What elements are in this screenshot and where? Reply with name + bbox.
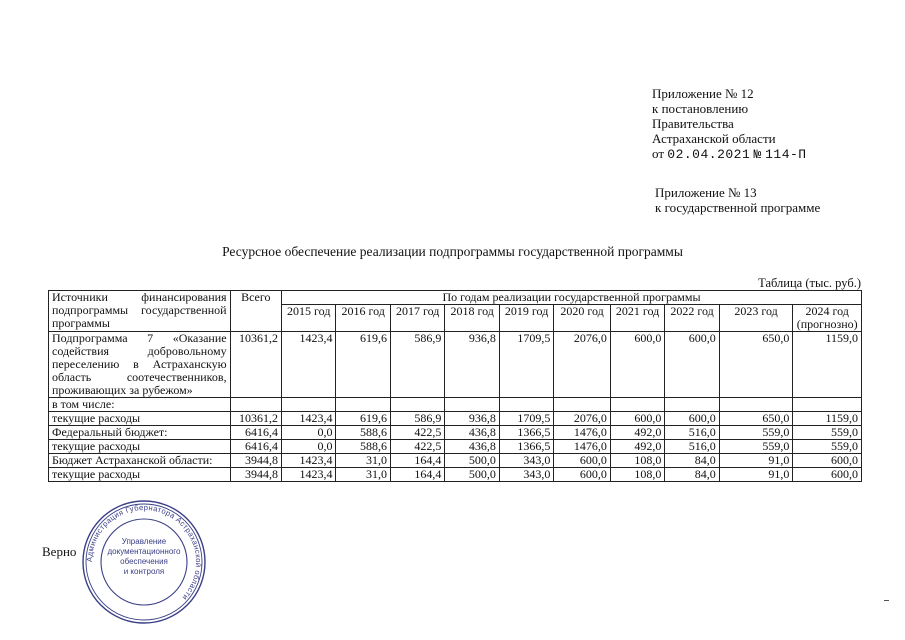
row-year-value: 600,0 [610,332,664,398]
header-total: Всего [230,291,281,332]
header-year: 2019 год [499,305,553,332]
row-year-value: 588,6 [336,426,390,440]
row-source: текущие расходы [49,412,231,426]
header-year: 2018 год [445,305,499,332]
row-year-value: 1159,0 [793,332,862,398]
row-year-value: 2076,0 [554,332,610,398]
header-year: 2023 год [719,305,793,332]
header-year: 2016 год [336,305,390,332]
number-sign: № [753,147,762,162]
row-year-value: 936,8 [445,332,499,398]
row-source: текущие расходы [49,440,231,454]
header-year: 2024 год (прогнозно) [793,305,862,332]
row-year-value: 492,0 [610,440,664,454]
table-caption: Таблица (тыс. руб.) [758,276,861,290]
row-total: 3944,8 [230,454,281,468]
appendix-13-line2: к государственной программе [655,200,821,215]
row-year-value: 1423,4 [282,468,336,482]
row-year-value: 600,0 [793,468,862,482]
resolution-date: 02.04.2021 [667,147,751,162]
row-year-value: 31,0 [336,454,390,468]
appendix-12-block [652,86,882,162]
row-year-value: 1423,4 [282,412,336,426]
row-year-value: 619,6 [336,412,390,426]
row-year-value: 1476,0 [554,440,610,454]
row-year-value: 1366,5 [499,440,553,454]
row-total: 10361,2 [230,412,281,426]
appendix-12-line2: к постановлению [652,101,749,116]
row-year-value: 0,0 [282,440,336,454]
row-year-value: 586,9 [390,332,444,398]
row-total: 6416,4 [230,426,281,440]
row-year-value: 500,0 [445,468,499,482]
row-year-value: 1423,4 [282,454,336,468]
row-year-value: 559,0 [793,426,862,440]
row-year-value: 1709,5 [499,332,553,398]
date-prefix: от [652,146,665,161]
row-year-value: 343,0 [499,468,553,482]
row-year-value: 600,0 [610,412,664,426]
row-year-value: 936,8 [445,412,499,426]
row-year-value: 559,0 [793,440,862,454]
row-year-value [282,398,336,412]
row-year-value [719,398,793,412]
header-year: 2021 год [610,305,664,332]
row-year-value: 650,0 [719,332,793,398]
header-source: Источники финансирования подпрограммы государственной программы [49,291,231,332]
document-heading: Ресурсное обеспечение реализации подпрограммы государственной программы [222,244,683,259]
row-year-value: 600,0 [554,468,610,482]
header-year: 2017 год [390,305,444,332]
row-year-value: 436,8 [445,426,499,440]
row-total [230,398,281,412]
row-year-value: 0,0 [282,426,336,440]
row-year-value: 91,0 [719,468,793,482]
row-year-value [610,398,664,412]
row-year-value: 500,0 [445,454,499,468]
row-year-value: 84,0 [665,454,719,468]
appendix-12-line3: Правительства [652,116,734,131]
row-year-value: 422,5 [390,440,444,454]
row-year-value: 1159,0 [793,412,862,426]
table-row [49,426,862,440]
row-year-value: 559,0 [719,440,793,454]
appendix-13-block [655,185,875,215]
row-year-value: 108,0 [610,468,664,482]
row-year-value [554,398,610,412]
official-stamp [80,498,208,626]
row-year-value: 1709,5 [499,412,553,426]
row-year-value [499,398,553,412]
row-year-value: 1366,5 [499,426,553,440]
row-year-value: 164,4 [390,454,444,468]
row-year-value: 516,0 [665,440,719,454]
row-year-value: 31,0 [336,468,390,482]
header-years-group: По годам реализации государственной программы [282,291,862,305]
row-source: Бюджет Астраханской области: [49,454,231,468]
row-year-value: 650,0 [719,412,793,426]
row-year-value: 600,0 [793,454,862,468]
row-year-value: 586,9 [390,412,444,426]
row-year-value: 619,6 [336,332,390,398]
row-year-value: 108,0 [610,454,664,468]
appendix-12-line4: Астраханской области [652,131,776,146]
row-year-value: 1476,0 [554,426,610,440]
appendix-12-date-line [652,146,882,162]
appendix-13-title: Приложение № 13 [655,185,757,200]
table-row [49,398,862,412]
row-year-value: 164,4 [390,468,444,482]
row-year-value: 600,0 [665,332,719,398]
row-year-value: 516,0 [665,426,719,440]
stamp-outer-text: Администрация Губернатора Астраханской области [84,502,204,603]
row-source: Подпрограмма 7 «Оказание содействия добровольному переселению в Астраханскую область соотечественников, проживающих за рубежом» [49,332,231,398]
header-year: 2015 год [282,305,336,332]
row-year-value [336,398,390,412]
row-year-value: 492,0 [610,426,664,440]
row-year-value: 422,5 [390,426,444,440]
row-year-value: 91,0 [719,454,793,468]
table-row [49,468,862,482]
resource-table [48,290,862,482]
table-row [49,332,862,398]
row-year-value: 1423,4 [282,332,336,398]
row-year-value [665,398,719,412]
row-year-value: 588,6 [336,440,390,454]
scan-mark [884,600,889,601]
row-year-value: 343,0 [499,454,553,468]
row-total: 10361,2 [230,332,281,398]
stamp-inner-text: Управление документационного обеспечения и контроля [107,537,181,576]
row-year-value [793,398,862,412]
row-year-value: 600,0 [665,412,719,426]
resolution-number: 114-П [765,147,807,162]
header-year: 2020 год [554,305,610,332]
row-year-value [445,398,499,412]
row-year-value: 2076,0 [554,412,610,426]
row-year-value: 84,0 [665,468,719,482]
table-row [49,412,862,426]
row-year-value: 600,0 [554,454,610,468]
row-year-value: 436,8 [445,440,499,454]
table-row [49,454,862,468]
appendix-12-title: Приложение № 12 [652,86,754,101]
row-source: Федеральный бюджет: [49,426,231,440]
header-year: 2022 год [665,305,719,332]
row-total: 6416,4 [230,440,281,454]
table-body [49,332,862,482]
row-total: 3944,8 [230,468,281,482]
verno-certification: Верно [42,544,77,559]
table-row [49,440,862,454]
row-year-value: 559,0 [719,426,793,440]
row-source: в том числе: [49,398,231,412]
row-source: текущие расходы [49,468,231,482]
row-year-value [390,398,444,412]
